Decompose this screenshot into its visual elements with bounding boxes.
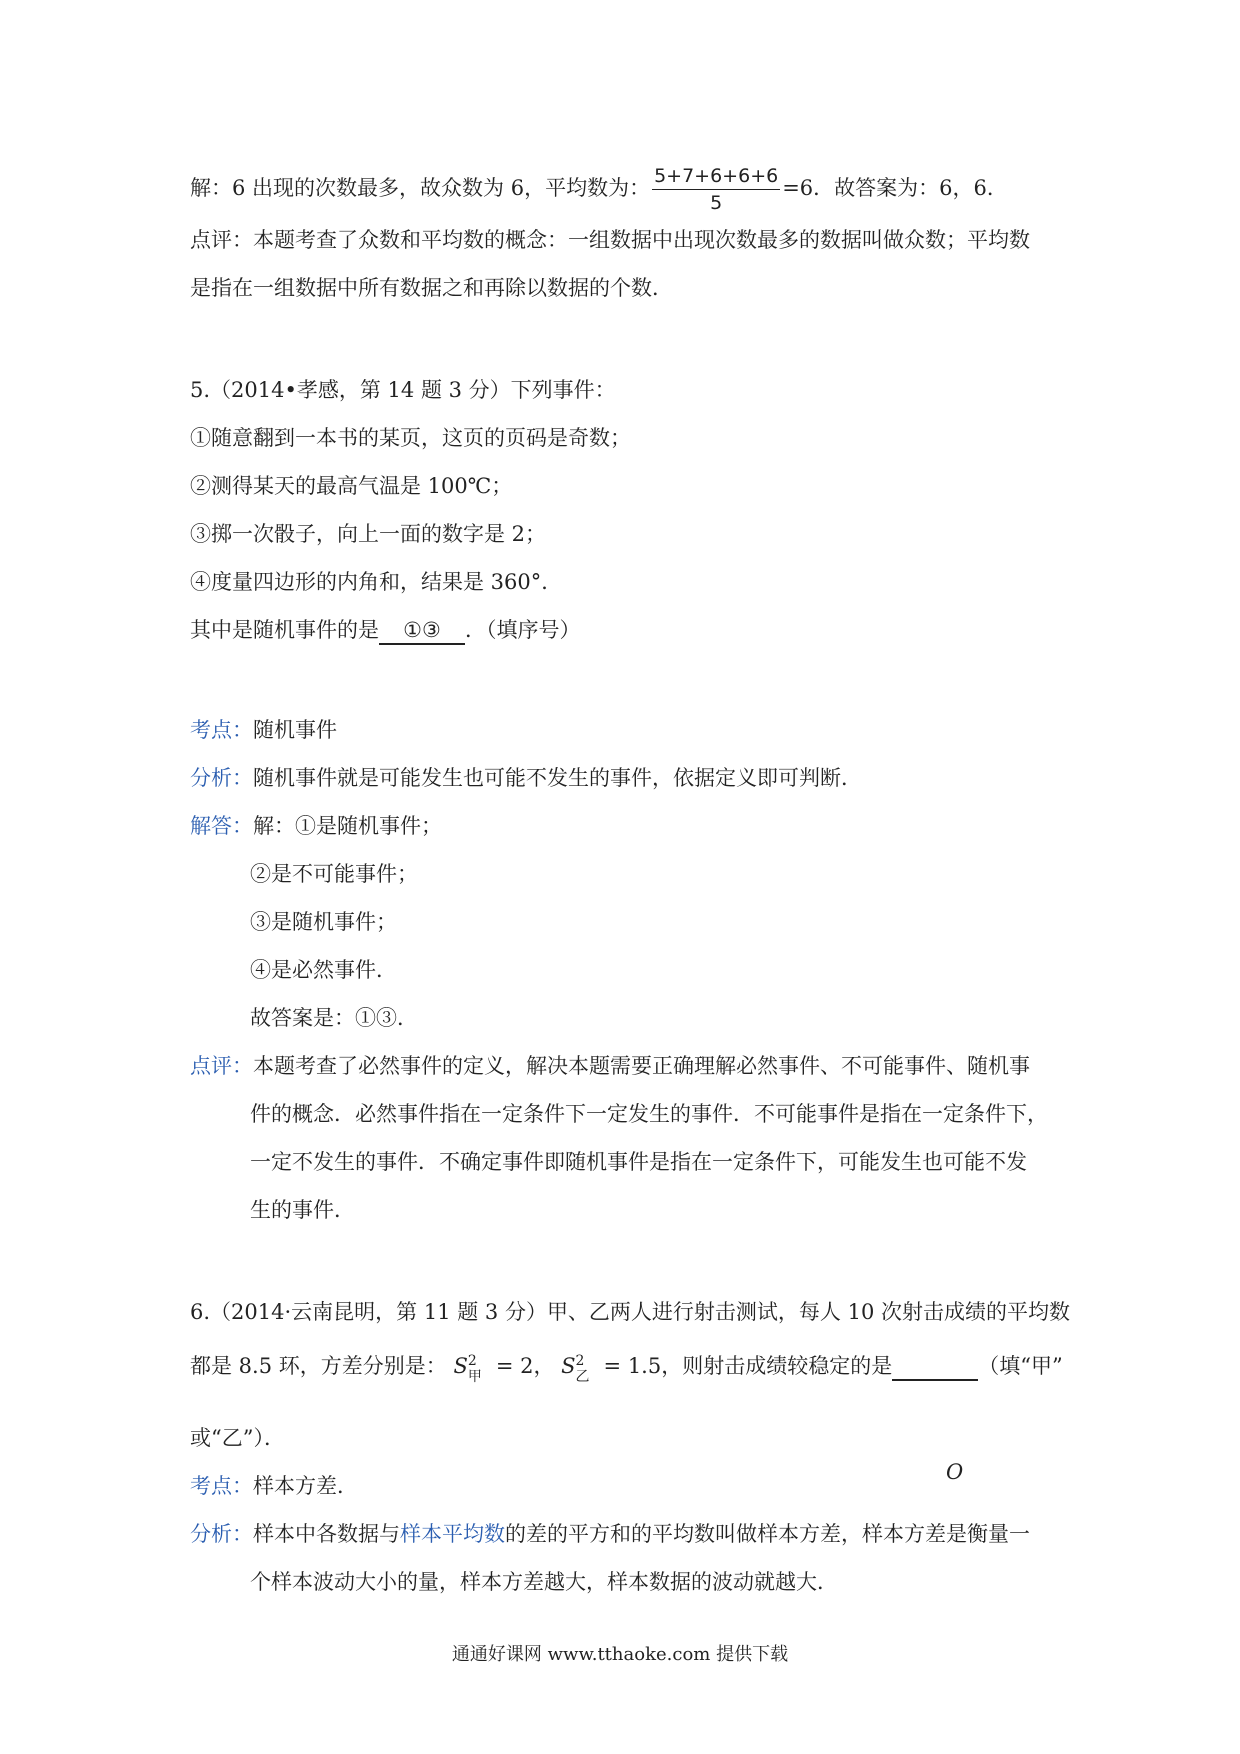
q6-kaodian-text: 样本方差． bbox=[253, 1474, 358, 1498]
variance-jia: S 2 甲 = 2 bbox=[453, 1353, 534, 1385]
fenxi-text: 随机事件就是可能发生也可能不发生的事件，依据定义即可判断． bbox=[253, 766, 862, 790]
dianping-line3: 一定不发生的事件．不确定事件即随机事件是指在一定条件下，可能发生也可能不发 bbox=[250, 1150, 1027, 1174]
q4-solution-prefix: 解：6 出现的次数最多，故众数为 6，平均数为： bbox=[190, 176, 651, 200]
q5-fenxi: 分析：随机事件就是可能发生也可能不发生的事件，依据定义即可判断． bbox=[190, 766, 862, 790]
jieda-line5: 故答案是：①③． bbox=[250, 1006, 418, 1030]
jieda-line4: ④是必然事件． bbox=[250, 958, 397, 982]
q5-ask-suffix: ．（填序号） bbox=[465, 618, 581, 642]
q5-kaodian: 考点：随机事件 bbox=[190, 718, 337, 742]
q5-answer-blank: ①③ bbox=[379, 617, 465, 645]
dianping-line1: 本题考查了必然事件的定义，解决本题需要正确理解必然事件、不可能事件、随机事 bbox=[253, 1054, 1030, 1078]
jieda-line2: ②是不可能事件； bbox=[250, 862, 418, 886]
q6-answer-blank bbox=[892, 1353, 978, 1381]
q5-item-1: ①随意翻到一本书的某页，这页的页码是奇数； bbox=[190, 426, 631, 450]
page-footer: 通通好课网 www.tthaoke.com 提供下载 bbox=[451, 1644, 789, 1665]
q5-question bbox=[190, 615, 581, 645]
q6-stem2-prefix: 都是 8.5 环，方差分别是： bbox=[190, 1354, 447, 1378]
q6-kaodian-label: 考点 bbox=[190, 1474, 232, 1498]
kaodian-text: 随机事件 bbox=[253, 718, 337, 742]
q5-jieda: 解答：解：①是随机事件； bbox=[190, 814, 442, 838]
q5-ask-prefix: 其中是随机事件的是 bbox=[190, 618, 379, 642]
q4-solution bbox=[190, 163, 1008, 216]
q6-stem-line1: 6.（2014·云南昆明，第 11 题 3 分）甲、乙两人进行射击测试，每人 10 次射击成绩的平均数 bbox=[190, 1300, 1071, 1324]
variance-yi: S 2 乙 = 1.5 bbox=[561, 1353, 662, 1385]
sample-mean-link[interactable]: 样本平均数 bbox=[400, 1522, 505, 1546]
q4-comment-line2: 是指在一组数据中所有数据之和再除以数据的个数． bbox=[190, 276, 673, 300]
jieda-label: 解答 bbox=[190, 814, 232, 838]
fraction-numerator: 5+7+6+6+6 bbox=[652, 163, 780, 190]
fenxi-label: 分析 bbox=[190, 766, 232, 790]
dianping-line4: 生的事件． bbox=[250, 1198, 355, 1222]
q6-fenxi-label: 分析 bbox=[190, 1522, 232, 1546]
q5-item-4: ④度量四边形的内角和，结果是 360°． bbox=[190, 570, 563, 594]
q4-solution-suffix: =6．故答案为：6，6． bbox=[782, 176, 1008, 200]
dianping-label: 点评 bbox=[190, 1054, 232, 1078]
q4-comment-line1: 点评：本题考查了众数和平均数的概念：一组数据中出现次数最多的数据叫做众数；平均数 bbox=[190, 228, 1030, 252]
q6-stem2-suffix: （填“甲” bbox=[978, 1354, 1063, 1378]
q6-stem-line3: 或“乙”）． bbox=[190, 1426, 285, 1450]
jieda-line3: ③是随机事件； bbox=[250, 910, 397, 934]
jieda-line1: 解：①是随机事件； bbox=[253, 814, 442, 838]
dianping-line2: 件的概念．必然事件指在一定条件下一定发生的事件．不可能事件是指在一定条件下， bbox=[250, 1102, 1048, 1126]
q5-item-3: ③掷一次骰子，向上一面的数字是 2； bbox=[190, 522, 547, 546]
q5-stem: 5.（2014•孝感，第 14 题 3 分）下列事件： bbox=[190, 378, 616, 402]
stray-o-mark: O bbox=[946, 1460, 964, 1484]
kaodian-label: 考点 bbox=[190, 718, 232, 742]
mean-fraction bbox=[652, 163, 780, 216]
fraction-denominator: 5 bbox=[710, 192, 723, 214]
q5-item-2: ②测得某天的最高气温是 100℃； bbox=[190, 474, 513, 498]
q6-fenxi-line2: 个样本波动大小的量，样本方差越大，样本数据的波动就越大． bbox=[250, 1570, 838, 1594]
q6-stem-line2: 都是 8.5 环，方差分别是： S 2 甲 = 2， S 2 乙 = 1.5，则射击成绩较稳定的是 （填“甲” bbox=[190, 1353, 1063, 1385]
q6-kaodian: 考点：样本方差． bbox=[190, 1474, 358, 1498]
q6-stem2-mid: ，则射击成绩较稳定的是 bbox=[661, 1354, 893, 1378]
q6-fenxi: 分析：样本中各数据与样本平均数的差的平方和的平均数叫做样本方差，样本方差是衡量一 bbox=[190, 1522, 1030, 1546]
q5-dianping: 点评：本题考查了必然事件的定义，解决本题需要正确理解必然事件、不可能事件、随机事 bbox=[190, 1054, 1030, 1078]
